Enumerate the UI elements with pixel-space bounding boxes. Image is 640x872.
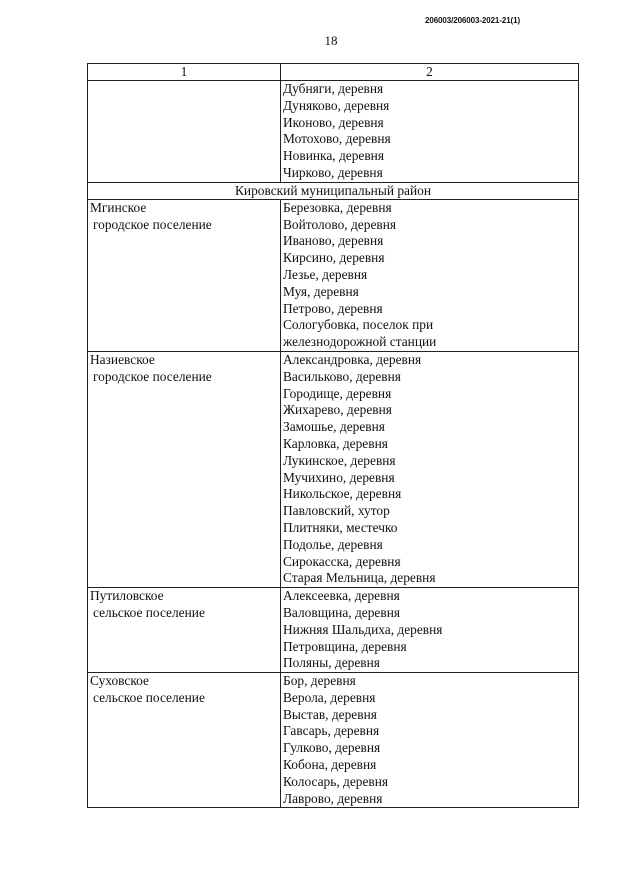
village-entry: Сирокасска, деревня	[283, 553, 401, 569]
village-entry: Замошье, деревня	[283, 419, 385, 435]
village-entry: Колосарь, деревня	[283, 773, 389, 789]
village-entry: Гулково, деревня	[283, 740, 381, 756]
villages-cell	[281, 351, 579, 587]
villages-cell	[281, 673, 579, 808]
page-number: 18	[324, 33, 338, 48]
village-entry: Петровщина, деревня	[283, 638, 407, 654]
village-entry: Лукинское, деревня	[283, 452, 396, 468]
settlement-row	[88, 673, 579, 808]
village-entry: Кобона, деревня	[283, 757, 377, 773]
village-entry: Иконово, деревня	[283, 114, 384, 130]
village-entry: Карловка, деревня	[283, 435, 388, 451]
village-entry: Старая Мельница, деревня	[283, 570, 436, 586]
village-entry: Городище, деревня	[283, 385, 392, 401]
village-entry: Новинка, деревня	[283, 148, 385, 164]
settlement-row	[88, 81, 579, 183]
village-entry: Дубняги, деревня	[283, 81, 384, 96]
village-entry: Павловский, хутор	[283, 503, 390, 519]
settlement-name-line: сельское поселение	[93, 689, 205, 705]
settlement-cell	[88, 673, 281, 808]
settlement-name-line: городское поселение	[93, 216, 212, 232]
settlement-name-line: Путиловское	[90, 588, 164, 604]
municipality-row	[88, 182, 579, 199]
village-entry: Плитняки, местечко	[283, 519, 398, 535]
settlement-cell	[88, 81, 281, 183]
village-entry: Поляны, деревня	[283, 655, 380, 671]
village-entry: Сологубовка, поселок при	[283, 317, 434, 333]
village-entry: Лаврово, деревня	[283, 790, 383, 806]
village-entry: Гавсарь, деревня	[283, 723, 380, 739]
villages-cell	[281, 588, 579, 673]
villages-cell	[281, 81, 579, 183]
village-entry: Петрово, деревня	[283, 300, 383, 316]
settlements-table	[87, 63, 579, 808]
settlement-name-line: Мгинское	[90, 199, 147, 215]
village-entry: Выстав, деревня	[283, 706, 377, 722]
settlement-name-line: Суховское	[90, 673, 149, 689]
village-entry: Александровка, деревня	[283, 351, 422, 367]
village-entry: Кирсино, деревня	[283, 250, 385, 266]
village-entry: Нижняя Шальдиха, деревня	[283, 621, 443, 637]
village-entry: Иваново, деревня	[283, 233, 384, 249]
settlement-cell	[88, 588, 281, 673]
village-entry: Никольское, деревня	[283, 486, 402, 502]
settlement-row	[88, 588, 579, 673]
table-header-row	[88, 64, 579, 81]
column-header-1: 1	[88, 64, 281, 81]
village-entry: Валовщина, деревня	[283, 604, 401, 620]
village-entry: Дуняково, деревня	[283, 97, 390, 113]
settlement-name-line: сельское поселение	[93, 604, 205, 620]
settlement-cell	[88, 199, 281, 351]
village-entry: Мучихино, деревня	[283, 469, 395, 485]
village-entry: железнодорожной станции	[283, 334, 437, 350]
settlement-name-line: городское поселение	[93, 368, 212, 384]
village-entry: Войтолово, деревня	[283, 216, 397, 232]
column-header-2: 2	[281, 64, 579, 81]
village-entry: Васильково, деревня	[283, 368, 401, 384]
village-entry: Бор, деревня	[283, 673, 356, 689]
municipality-name: Кировский муниципальный район	[88, 182, 579, 199]
settlement-row	[88, 199, 579, 351]
village-entry: Мотохово, деревня	[283, 131, 391, 147]
village-entry: Лезье, деревня	[283, 266, 368, 282]
settlement-name-line: Назиевское	[90, 351, 155, 367]
village-entry: Верола, деревня	[283, 689, 376, 705]
villages-cell	[281, 199, 579, 351]
village-entry: Алексеевка, деревня	[283, 588, 400, 604]
table-body	[88, 81, 579, 808]
village-entry: Жихарево, деревня	[283, 402, 392, 418]
settlement-cell	[88, 351, 281, 587]
document-id: 206003/206003-2021-21(1)	[425, 16, 521, 25]
village-entry: Березовка, деревня	[283, 199, 392, 215]
village-entry: Чирково, деревня	[283, 164, 383, 180]
settlement-row	[88, 351, 579, 587]
village-entry: Подолье, деревня	[283, 536, 383, 552]
village-entry: Муя, деревня	[283, 283, 359, 299]
